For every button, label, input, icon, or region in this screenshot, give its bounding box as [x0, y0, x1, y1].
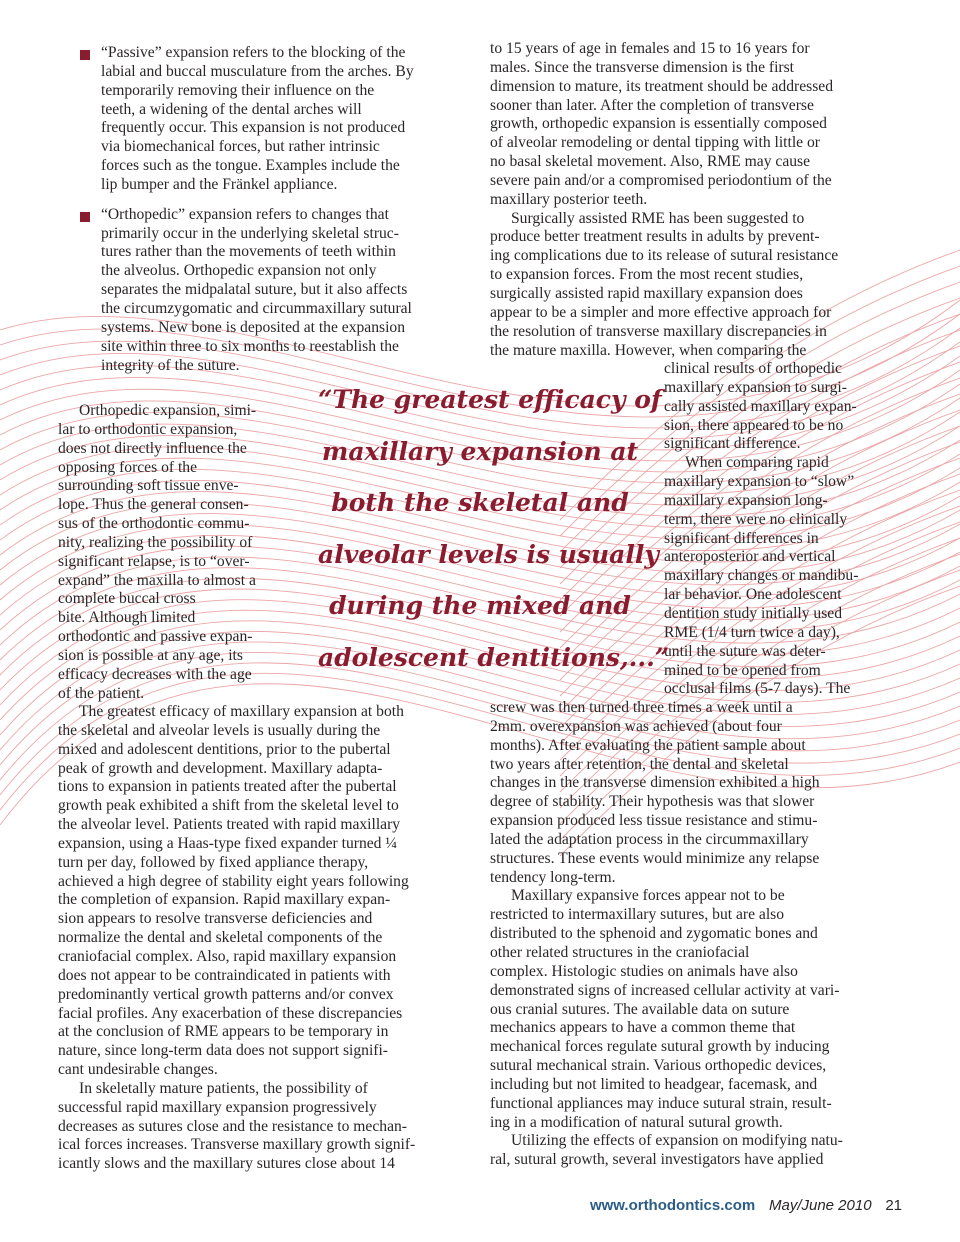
pull-quote-line: maxillary expansion at	[321, 436, 639, 466]
text-line: decreases as sutures close and the resistance to mechan-	[58, 1117, 407, 1135]
text-line: In skeletally mature patients, the possibility of	[79, 1079, 368, 1097]
text-line: dimension to mature, its treatment should be addressed	[490, 77, 833, 95]
text-line: sion is possible at any age, its	[58, 646, 243, 664]
text-line: facial profiles. Any exacerbation of these discrepancies	[58, 1004, 403, 1022]
text-line: functional appliances may induce sutural strain, result-	[490, 1094, 832, 1112]
paragraph-surgical-comparison	[664, 360, 914, 699]
text-line: other related structures in the craniofacial	[490, 943, 750, 961]
pull-quote-line: “The greatest efficacy of	[318, 385, 662, 414]
bullet-text	[101, 206, 480, 376]
text-line: growth peak exhibited a shift from the skeletal level to	[58, 797, 399, 815]
text-line: produce better treatment results in adults by prevent-	[490, 228, 820, 246]
paragraph-transverse-maturity	[490, 40, 910, 360]
text-line: distributed to the sphenoid and zygomatic bones and	[490, 925, 818, 943]
text-line: lated the adaptation process in the circummaxillary	[490, 830, 809, 848]
text-line: mixed and adolescent dentitions, prior to the pubertal	[58, 740, 391, 758]
text-line: primarily occur in the underlying skeletal struc-	[101, 224, 399, 242]
text-line: significant differences in	[664, 529, 819, 547]
text-line: to 15 years of age in females and 15 to 16 years for	[490, 40, 810, 57]
text-line: successful rapid maxillary expansion progressively	[58, 1098, 377, 1116]
text-line: “Orthopedic” expansion refers to changes that	[101, 205, 389, 223]
text-line: ing in a modification of natural sutural growth.	[490, 1113, 783, 1131]
text-line: no basal skeletal movement. Also, RME may cause	[490, 153, 811, 171]
text-line: lope. Thus the general consen-	[58, 496, 249, 514]
text-line: growth, orthopedic expansion is essentially composed	[490, 115, 827, 133]
text-line: cally assisted maxillary expan-	[664, 397, 857, 415]
text-line: “Passive” expansion refers to the blocking of the	[101, 44, 406, 61]
bullet-orthopedic-expansion	[80, 206, 480, 376]
issue-date: May/June 2010	[768, 1197, 872, 1214]
text-line: males. Since the transverse dimension is the first	[490, 58, 795, 76]
text-line: ing complications due to its release of sutural resistance	[490, 247, 839, 265]
text-line: clinical results of orthopedic	[664, 360, 842, 377]
text-line: ical forces increases. Transverse maxillary growth signif-	[58, 1136, 416, 1154]
text-line: dentition study initially used	[664, 604, 843, 622]
text-line: predominantly vertical growth patterns and/or convex	[58, 985, 394, 1003]
text-line: lar behavior. One adolescent	[664, 586, 842, 604]
text-line: peak of growth and development. Maxillary adapta-	[58, 759, 383, 777]
text-line: severe pain and/or a compromised periodontium of the	[490, 171, 832, 189]
text-line: labial and buccal musculature from the arches. By	[101, 62, 414, 80]
text-line: When comparing rapid	[685, 454, 829, 472]
text-line: expansion, using a Haas-type fixed expander turned ¼	[58, 834, 398, 852]
text-line: of the patient.	[58, 684, 145, 702]
text-line: mechanics appears to have a common theme that	[490, 1019, 796, 1037]
text-line: RME (1/4 turn twice a day),	[664, 623, 840, 641]
text-line: the alveolar level. Patients treated with rapid maxillary	[58, 816, 401, 834]
text-line: the circumzygomatic and circummaxillary sutural	[101, 299, 412, 317]
text-line: Surgically assisted RME has been suggested to	[511, 209, 805, 227]
text-line: to expansion forces. From the most recent studies,	[490, 266, 804, 284]
text-line: sion, there appeared to be no	[664, 416, 844, 434]
text-line: tions to expansion in patients treated after the pubertal	[58, 778, 397, 796]
text-line: tendency long-term.	[490, 868, 616, 886]
text-line: tures rather than the movements of teeth within	[101, 243, 396, 261]
text-line: opposing forces of the	[58, 458, 198, 476]
text-line: expansion produced less tissue resistance and stimu-	[490, 812, 818, 830]
text-line: site within three to six months to reestablish the	[101, 337, 399, 355]
text-line: the resolution of transverse maxillary discrepancies in	[490, 322, 827, 340]
text-line: surrounding soft tissue enve-	[58, 477, 239, 495]
text-line: until the suture was deter-	[664, 642, 826, 660]
text-line: cant undesirable changes.	[58, 1061, 218, 1079]
text-line: maxillary expansion to “slow”	[664, 473, 855, 491]
text-line: including but not limited to headgear, facemask, and	[490, 1075, 818, 1093]
page-number: 21	[885, 1197, 902, 1214]
text-line: temporarily removing their influence on the	[101, 81, 375, 99]
text-line: nature, since long-term data does not support signifi-	[58, 1042, 388, 1060]
text-line: restricted to intermaxillary sutures, but are also	[490, 906, 785, 924]
text-line: bite. Although limited	[58, 609, 196, 627]
pull-quote-line: adolescent dentitions,...”	[318, 642, 670, 672]
text-line: turn per day, followed by fixed appliance therapy,	[58, 853, 369, 871]
bullet-square-icon	[80, 50, 90, 60]
text-line: maxillary expansion long-	[664, 491, 828, 509]
text-line: months). After evaluating the patient sample about	[490, 736, 806, 754]
text-line: Maxillary expansive forces appear not to be	[511, 887, 785, 905]
text-line: surgically assisted rapid maxillary expansion does	[490, 284, 803, 302]
text-line: the alveolus. Orthopedic expansion not only	[101, 262, 377, 280]
text-line: complex. Histologic studies on animals have also	[490, 962, 798, 980]
website-link[interactable]: www.orthodontics.com	[589, 1197, 756, 1214]
text-line: degree of stability. Their hypothesis was that slower	[490, 793, 815, 811]
text-line: integrity of the suture.	[101, 356, 240, 374]
text-line: Orthopedic expansion, simi-	[79, 402, 257, 419]
bullet-square-icon	[80, 212, 90, 222]
text-line: nity, realizing the possibility of	[58, 533, 253, 551]
text-line: demonstrated signs of increased cellular activity at vari-	[490, 981, 840, 999]
text-line: at the conclusion of RME appears to be temporary in	[58, 1023, 389, 1041]
text-line: normalize the dental and skeletal components of the	[58, 929, 383, 947]
text-line: anteroposterior and vertical	[664, 548, 836, 566]
text-line: 2mm. overexpansion was achieved (about four	[490, 717, 782, 735]
text-line: the mature maxilla. However, when comparing the	[490, 341, 807, 359]
text-line: structures. These events would minimize any relapse	[490, 849, 820, 867]
text-line: of alveolar remodeling or dental tipping with little or	[490, 134, 820, 152]
text-line: craniofacial complex. Also, rapid maxillary expansion	[58, 947, 397, 965]
text-line: The greatest efficacy of maxillary expansion at both	[79, 703, 404, 720]
text-line: separates the midpalatal suture, but it also affects	[101, 281, 408, 299]
pull-quote-line: alveolar levels is usually	[318, 539, 659, 569]
paragraph-sutural-forces	[490, 699, 910, 1170]
text-line: two years after retention, the dental and skeletal	[490, 755, 789, 773]
text-line: screw was then turned three times a week until a	[490, 699, 793, 716]
text-line: significant difference.	[664, 435, 801, 453]
text-line: maxillary posterior teeth.	[490, 190, 648, 208]
text-line: sion appears to resolve transverse deficiencies and	[58, 910, 373, 928]
paragraph-orthopedic-comparison	[58, 402, 308, 704]
text-line: term, there were no clinically	[664, 510, 848, 528]
text-line: complete buccal cross	[58, 590, 196, 608]
text-line: occlusal films (5-7 days). The	[664, 680, 851, 698]
text-line: icantly slows and the maxillary sutures close about 14	[58, 1155, 395, 1173]
text-line: does not directly influence the	[58, 439, 247, 457]
text-line: appear to be a simpler and more effective approach for	[490, 303, 832, 321]
text-line: changes in the transverse dimension exhibited a high	[490, 774, 820, 792]
text-line: the completion of expansion. Rapid maxillary expan-	[58, 891, 391, 909]
bullet-list	[80, 44, 480, 375]
text-line: systems. New bone is deposited at the expansion	[101, 318, 406, 336]
text-line: lar to orthodontic expansion,	[58, 420, 238, 438]
pull-quote	[318, 374, 670, 684]
bullet-passive-expansion	[80, 44, 480, 195]
text-line: via biomechanical forces, but rather intrinsic	[101, 138, 380, 156]
page-footer	[590, 1196, 902, 1216]
text-line: sutural mechanical strain. Various orthopedic devices,	[490, 1057, 827, 1075]
text-line: maxillary changes or mandibu-	[664, 567, 859, 585]
pull-quote-line: during the mixed and	[329, 591, 631, 621]
bullet-text	[101, 44, 480, 195]
text-line: sooner than later. After the completion of transverse	[490, 96, 814, 114]
text-line: efficacy decreases with the age	[58, 665, 252, 683]
paragraph-greatest-efficacy	[58, 703, 478, 1174]
text-line: expand” the maxilla to almost a	[58, 571, 256, 589]
text-line: achieved a high degree of stability eight years following	[58, 872, 409, 890]
text-line: orthodontic and passive expan-	[58, 628, 253, 646]
text-line: mined to be opened from	[664, 661, 821, 679]
text-line: forces such as the tongue. Examples include the	[101, 157, 400, 175]
text-line: mechanical forces regulate sutural growth by inducing	[490, 1038, 830, 1056]
text-line: ous cranial sutures. The available data on suture	[490, 1000, 790, 1018]
text-line: the skeletal and alveolar levels is usually during the	[58, 721, 381, 739]
text-line: ral, sutural growth, several investigators have applied	[490, 1151, 824, 1169]
text-line: maxillary expansion to surgi-	[664, 378, 847, 396]
text-line: sus of the orthodontic commu-	[58, 515, 250, 533]
text-line: teeth, a widening of the dental arches will	[101, 100, 362, 118]
pull-quote-line: both the skeletal and	[331, 488, 629, 518]
text-line: does not appear to be contraindicated in patients with	[58, 966, 391, 984]
text-line: Utilizing the effects of expansion on modifying natu-	[511, 1132, 843, 1150]
text-line: lip bumper and the Fränkel appliance.	[101, 175, 338, 193]
text-line: frequently occur. This expansion is not produced	[101, 119, 406, 137]
text-line: significant relapse, is to “over-	[58, 552, 250, 570]
